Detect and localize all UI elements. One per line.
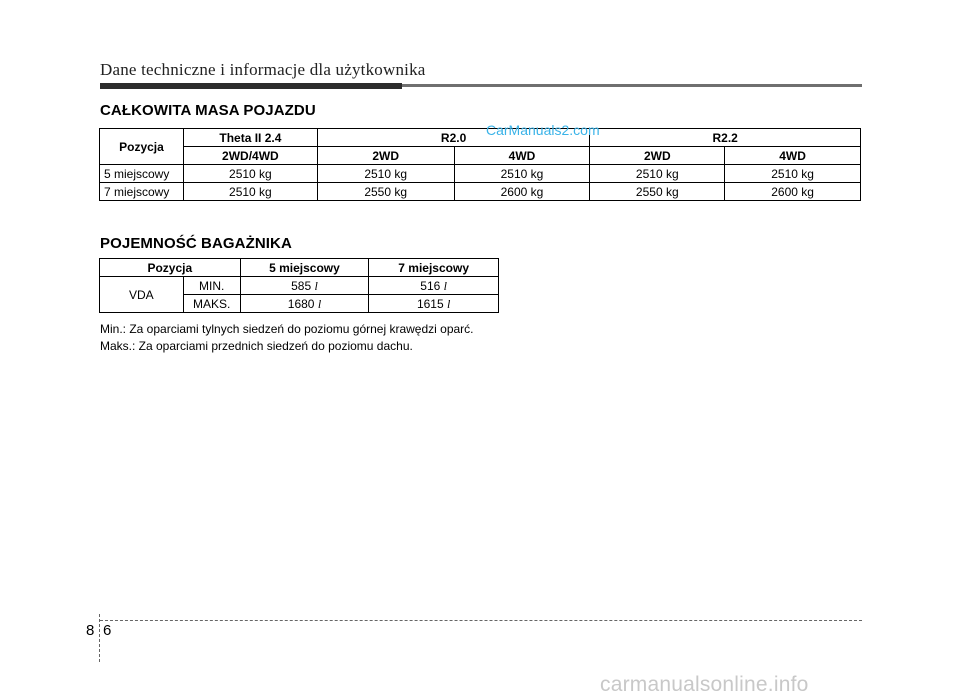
luggage-header-5: 5 miejscowy (240, 259, 369, 277)
page-chapter: 8 (86, 622, 95, 639)
row-label: MIN. (183, 277, 240, 295)
mass-table (99, 128, 861, 201)
row-label: 5 miejscowy (100, 165, 184, 183)
mass-value: 2510 kg (183, 165, 317, 183)
mass-drive-header: 2WD (317, 147, 454, 165)
liter-unit: l (447, 296, 451, 311)
mass-value: 2550 kg (317, 183, 454, 201)
mass-value: 2550 kg (590, 183, 725, 201)
luggage-value: 1680 l (240, 295, 369, 313)
footer-brand-link[interactable]: carmanualsonline.info (600, 673, 809, 696)
row-label: MAKS. (183, 295, 240, 313)
luggage-value: 1615 l (369, 295, 499, 313)
mass-drive-header: 2WD (590, 147, 725, 165)
note-max: Maks.: Za oparciami przednich siedzeń do poziomu dachu. (100, 339, 413, 353)
liter-unit: l (443, 278, 447, 293)
header-rule-accent (100, 83, 402, 89)
luggage-value: 516 l (369, 277, 499, 295)
note-min: Min.: Za oparciami tylnych siedzeń do poziomu górnej krawędzi oparć. (100, 322, 474, 336)
mass-value: 2510 kg (183, 183, 317, 201)
mass-drive-header: 2WD/4WD (183, 147, 317, 165)
footer-rule (100, 620, 862, 621)
mass-value: 2510 kg (317, 165, 454, 183)
mass-drive-header: 4WD (454, 147, 590, 165)
mass-header-pozycja: Pozycja (100, 129, 184, 165)
mass-header-r22: R2.2 (590, 129, 861, 147)
page-number: 6 (103, 622, 112, 639)
liter-unit: l (314, 278, 318, 293)
footer-divider (99, 614, 100, 662)
mass-value: 2600 kg (454, 183, 590, 201)
mass-section-title: CAŁKOWITA MASA POJAZDU (100, 102, 316, 119)
mass-value: 2510 kg (454, 165, 590, 183)
mass-drive-header: 4WD (725, 147, 861, 165)
vda-label: VDA (100, 277, 184, 313)
luggage-header-7: 7 miejscowy (369, 259, 499, 277)
luggage-value: 585 l (240, 277, 369, 295)
table-row (100, 183, 861, 201)
mass-value: 2600 kg (725, 183, 861, 201)
mass-header-theta: Theta II 2.4 (183, 129, 317, 147)
mass-value: 2510 kg (590, 165, 725, 183)
mass-header-r20: R2.0 (317, 129, 590, 147)
mass-value: 2510 kg (725, 165, 861, 183)
luggage-section-title: POJEMNOŚĆ BAGAŻNIKA (100, 235, 292, 252)
table-row (100, 277, 499, 295)
liter-unit: l (317, 296, 322, 311)
page-header-title: Dane techniczne i informacje dla użytkownika (100, 60, 426, 79)
watermark-link[interactable]: CarManuals2.com (486, 122, 600, 138)
luggage-header-pozycja: Pozycja (100, 259, 241, 277)
luggage-table (99, 258, 499, 313)
table-row (100, 165, 861, 183)
row-label: 7 miejscowy (100, 183, 184, 201)
